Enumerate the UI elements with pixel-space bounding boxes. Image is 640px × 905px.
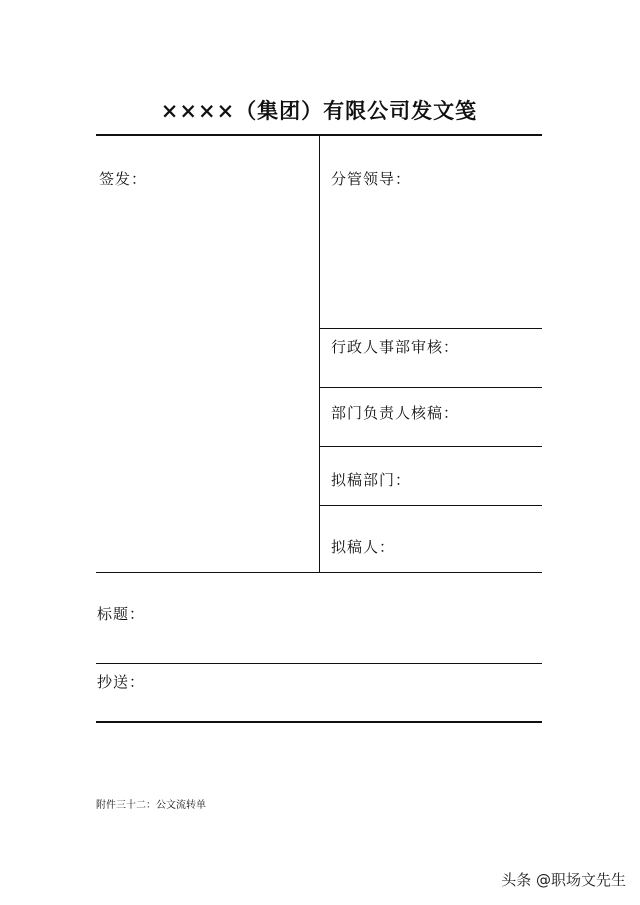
- drafting-dept-label: 拟稿部门：: [331, 471, 412, 489]
- subject-label: 标题：: [97, 605, 146, 623]
- drafter-label: 拟稿人：: [331, 538, 396, 556]
- subject-bottom-rule: [96, 663, 542, 664]
- dept-head-review-label: 部门负责人核稿：: [331, 404, 460, 422]
- cc-label: 抄送：: [97, 673, 146, 691]
- right-row-separator-4: [319, 505, 542, 506]
- signature-block-bottom-rule: [96, 572, 542, 573]
- right-row-separator-2: [319, 387, 542, 388]
- source-watermark: 头条 @职场文先生: [501, 871, 626, 889]
- document-title: ××××（集团）有限公司发文笺: [160, 98, 478, 123]
- supervising-leader-label: 分管领导：: [331, 170, 412, 188]
- column-divider: [319, 136, 320, 572]
- right-row-separator-3: [319, 446, 542, 447]
- signoff-label: 签发：: [99, 170, 148, 188]
- hr-review-label: 行政人事部审核：: [331, 338, 460, 356]
- attachment-note: 附件三十二：公文流转单: [96, 800, 206, 811]
- right-row-separator-1: [319, 328, 542, 329]
- bottom-rule: [96, 721, 542, 723]
